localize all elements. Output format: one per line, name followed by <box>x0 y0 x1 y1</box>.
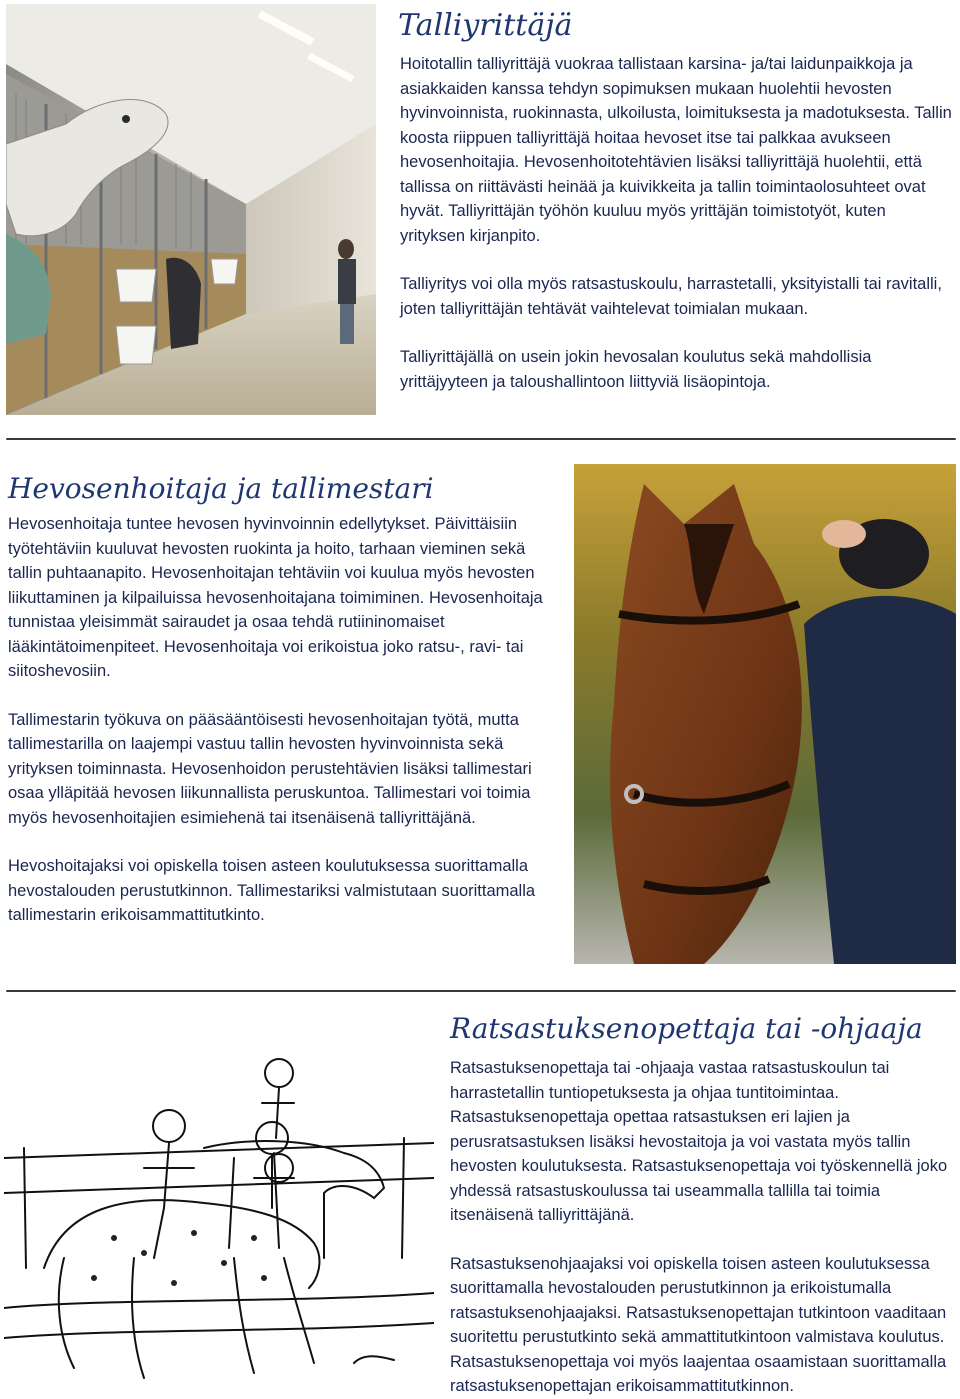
paragraph: Talliyrittäjällä on usein jokin hevosalan koulutus sekä mahdollisia yrittäjyyteen ja taloushallintoon liittyviä lisäopintoja. <box>400 348 872 391</box>
paragraph: Hoitotallin talliyrittäjä vuokraa tallistaan karsina- ja/tai laidunpaikkoja ja asiakkaiden kanssa tehdyn sopimuksen mukaan huolehtii hevosten hyvinvoinnista, ruokinnasta, ulkoilusta, loimituksesta ja madotuksesta. Tallin koosta riippuen talliyrittäjä hoitaa hevoset itse tai palkkaa avukseen hevosenhoitajia. Hevosenhoitotehtävien lisäksi talliyrittäjä huolehtii, että tallissa on riittävästi heinää ja kuivikkeita ja tallin toimintaolosuhteet ovat hyvät. Talliyrittäjän työhön kuuluu myös yrittäjän toimistotyöt, kuten yrityksen kirjanpito. <box>400 55 952 245</box>
section-title-ratsastuksenopettaja: Ratsastuksenopettaja tai -ohjaaja <box>450 1012 923 1045</box>
section-talliyrittaja-text <box>400 52 955 394</box>
riding-lesson-illustration <box>4 1008 434 1388</box>
paragraph: Tallimestarin työkuva on pääsääntöisesti hevosenhoitajan työtä, mutta tallimestarilla on laajempi vastuu tallin hevosten hyvinvoinnista sekä yrityksen toiminnasta. Hevosenhoidon perustehtävien lisäksi tallimestari osaa ylläpitää hevosen liikunnallista peruskuntoa. Tallimestari voi toimia myös hevosenhoitajien esimiehenä tai itsenäisenä talliyrittäjänä. <box>8 710 532 827</box>
divider <box>6 990 956 992</box>
paragraph: Talliyritys voi olla myös ratsastuskoulu, harrastetalli, yksityistalli tai ravitalli, joten talliyrittäjän tehtävät vaihtelevat toimialan mukaan. <box>400 275 942 318</box>
horse-bridle-photo <box>574 464 956 964</box>
divider <box>6 438 956 440</box>
paragraph: Ratsastuksenopettaja tai -ohjaaja vastaa ratsastuskoulun tai harrastetallin tuntiopetuksesta ja ohjaa tuntitoimintaa. Ratsastuksenopettaja opettaa ratsastuksen eri lajien ja perusratsastuksen lisäksi hevostaitoja ja voi vastata myös tallin hevosten koulutuksesta. Ratsastuksenopettaja voi työskennellä joko yhdessä ratsastuskoulussa tai useammalla tallilla tai toimia itsenäisenä talliyrittäjänä. <box>450 1059 948 1224</box>
section-title-talliyrittaja: Talliyrittäjä <box>398 8 573 43</box>
stable-photo <box>6 4 376 415</box>
paragraph: Hevosenhoitaja tuntee hevosen hyvinvoinnin edellytykset. Päivittäisiin työtehtäviin kuuluvat hevosten ruokinta ja hoito, tarhaan vieminen sekä tallin puhtaanapito. Hevosenhoitajan tehtäviin voi kuulua myös hevosten liikuttaminen ja kilpailuissa hevosenhoitajana toimiminen. Hevosenhoitaja tunnistaa yleisimmät sairaudet ja osaa tehdä rutiininomaiset lääkintätoimenpiteet. Hevosenhoitaja voi erikoistua joko ratsu-, ravi- tai siitoshevosiin. <box>8 515 543 680</box>
paragraph: Ratsastuksenohjaajaksi voi opiskella toisen asteen koulutuksessa suorittamalla hevostalouden perustutkinnon ja erikoistumalla ratsastuksenohjaajaksi. Ratsastuksenopettajan tutkintoon vaaditaan suoritettu perustutkinto sekä ammattitutkintoon valmistava koulutus. Ratsastuksenopettaja voi myös laajentaa osaamistaan suorittamalla ratsastuksenopettajan erikoisammattitutkinnon. <box>450 1254 947 1395</box>
section-ratsastuksenopettaja-text <box>450 1056 955 1399</box>
section-hevosenhoitaja-text <box>8 512 548 928</box>
paragraph: Hevoshoitajaksi voi opiskella toisen asteen koulutuksessa suorittamalla hevostalouden perustutkinnon. Tallimestariksi valmistutaan suorittamalla tallimestarin erikoisammattitutkinto. <box>8 857 536 924</box>
section-title-hevosenhoitaja: Hevosenhoitaja ja tallimestari <box>8 472 434 505</box>
